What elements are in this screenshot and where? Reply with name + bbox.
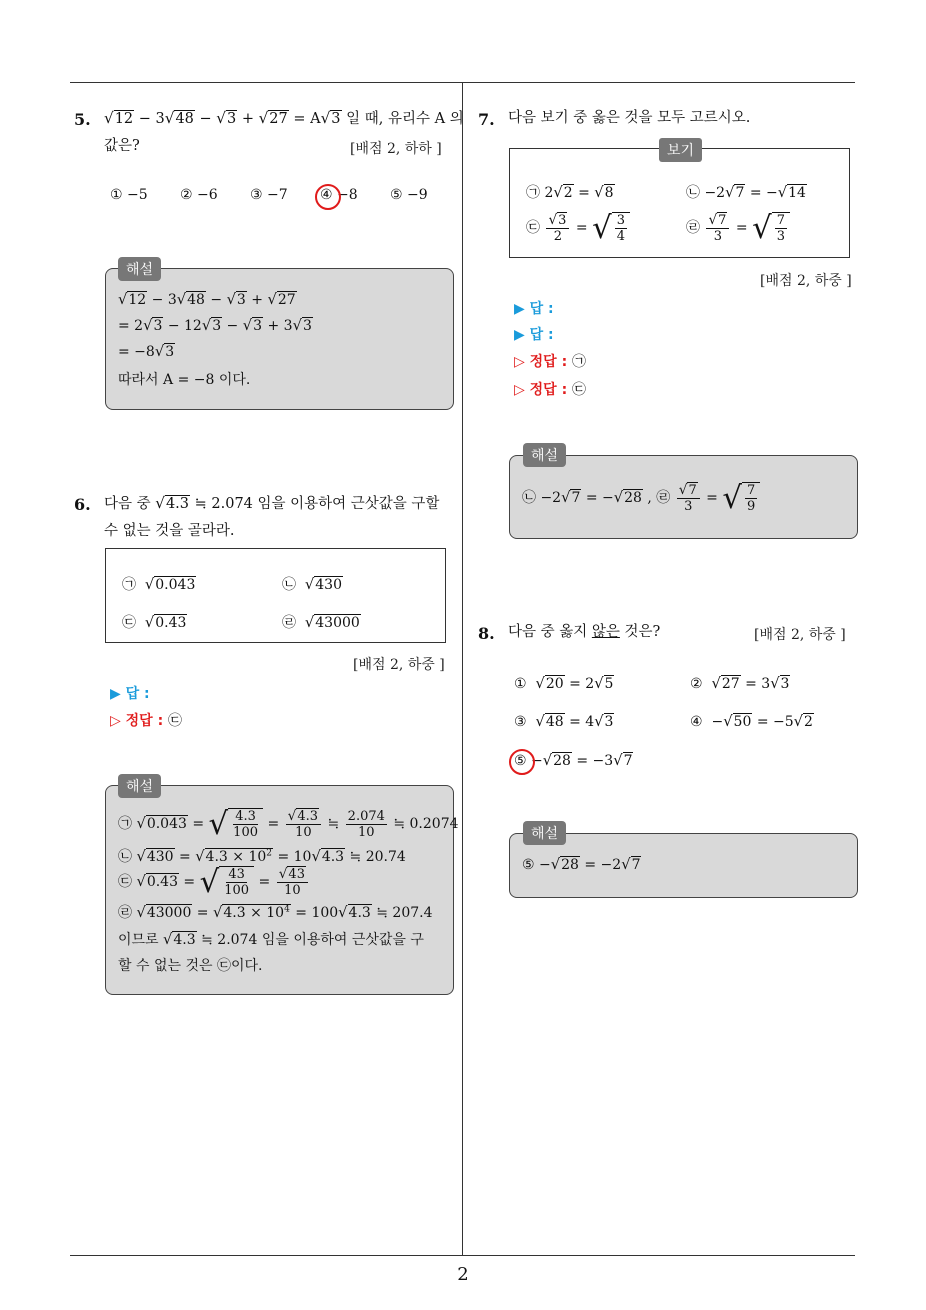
q7-stem: 다음 보기 중 옳은 것을 모두 고르시오.	[508, 110, 751, 126]
q5-solution-tab: 해설	[118, 257, 161, 281]
q6-solution-tab: 해설	[118, 774, 161, 798]
q6-answer-label[interactable]: ▶ 답 :	[110, 686, 150, 702]
q7-option-b[interactable]: ㉡ −2√7 = −√14	[686, 184, 806, 201]
q8-number: 8.	[478, 624, 495, 643]
q7-score: [배점 2, 하중 ]	[760, 273, 852, 289]
q6-correct-answer: ▷ 정답 : ㉢	[110, 713, 183, 729]
q7-answer-label-1[interactable]: ▶ 답 :	[514, 301, 554, 317]
q5-answer-mark	[315, 184, 341, 210]
q5-sol-line-3: = −8√3	[118, 343, 175, 360]
q7-option-a[interactable]: ㉠ 2√2 = √8	[526, 184, 614, 201]
q6-sol-line-6: 할 수 없는 것은 ㉢이다.	[118, 958, 263, 974]
q7-correct-answer-2: ▷ 정답 : ㉢	[514, 382, 587, 398]
q8-choice-2[interactable]: ② √27 = 3√3	[690, 675, 790, 692]
q7-option-c[interactable]: ㉢ $\frac{√3}{2}$ = √ $\frac{3}{4}$	[526, 210, 630, 246]
page-number: 2	[457, 1264, 469, 1285]
q5-stem: √12 − 3√48 − √3 + √27 = A√3 일 때, 유리수 A 의	[104, 104, 464, 133]
q8-answer-mark	[509, 749, 535, 775]
column-divider	[462, 82, 463, 1255]
q6-sol-line-1: ㉠ √0.043 = √ $\frac{4.3}{100}$ = $\frac{√4.3}{10}$ ≒ $\frac{2.074}{10}$ ≒ 0.2074	[118, 806, 459, 842]
q8-score: [배점 2, 하중 ]	[754, 627, 846, 643]
q8-choice-1[interactable]: ① √20 = 2√5	[514, 675, 614, 692]
q6-sol-line-4: ㉣ $√43000 = √4.3 \times 10^4 = 100√4.3$ ≒ 207.4	[118, 904, 433, 921]
q8-solution-tab: 해설	[523, 821, 566, 845]
q6-stem: 다음 중 √4.3 ≒ 2.074 임을 이용하여 근삿값을 구할	[104, 494, 440, 512]
q5-score: [배점 2, 하하 ]	[350, 141, 442, 157]
q7-option-d[interactable]: ㉣ $\frac{√7}{3}$ = √ $\frac{7}{3}$	[686, 210, 790, 246]
q6-number: 6.	[74, 495, 91, 514]
q6-score: [배점 2, 하중 ]	[353, 657, 445, 673]
q6-option-d[interactable]: ㉣ √43000	[282, 614, 360, 631]
q6-option-a[interactable]: ㉠ √0.043	[122, 576, 196, 593]
q8-stem: 다음 중 옳지 않은 것은?	[508, 624, 661, 640]
q5-choice-4[interactable]: ④ −8	[320, 187, 358, 203]
q7-correct-answer-1: ▷ 정답 : ㉠	[514, 354, 587, 370]
q5-sol-line-4: 따라서 A = −8 이다.	[118, 372, 251, 388]
footer-rule	[70, 1255, 855, 1256]
q6-stem-line2: 수 없는 것을 골라라.	[104, 523, 235, 539]
q5-number: 5.	[74, 110, 91, 129]
q8-choice-5[interactable]: ⑤ −√28 = −3√7	[514, 752, 633, 769]
q8-sol-line-1: ⑤ −√28 = −2√7	[522, 856, 641, 873]
q6-option-b[interactable]: ㉡ √430	[282, 576, 342, 593]
q5-choice-3[interactable]: ③ −7	[250, 187, 288, 203]
q6-option-c[interactable]: ㉢ √0.43	[122, 614, 187, 631]
q5-choice-1[interactable]: ① −5	[110, 187, 148, 203]
q7-sol-line-1: ㉡ −2√7 = −√28 , ㉣ $\frac{√7}{3}$ = √ $\frac{7}{9}$	[522, 480, 760, 516]
q6-sol-line-3: ㉢ √0.43 = √ $\frac{43}{100}$ = $\frac{√43}{10}$	[118, 864, 310, 900]
math-expr: √12	[104, 109, 134, 127]
q8-choice-3[interactable]: ③ √48 = 4√3	[514, 713, 614, 730]
q7-solution-tab: 해설	[523, 443, 566, 467]
q8-choice-4[interactable]: ④ −√50 = −5√2	[690, 713, 813, 730]
q5-stem-line2: 값은?	[104, 138, 140, 154]
q5-choice-2[interactable]: ② −6	[180, 187, 218, 203]
q7-number: 7.	[478, 110, 495, 129]
q5-choice-5[interactable]: ⑤ −9	[390, 187, 428, 203]
q7-answer-label-2[interactable]: ▶ 답 :	[514, 327, 554, 343]
q6-sol-line-2: ㉡ $√430 = √4.3 \times 10^2 = 10√4.3$ ≒ 20.74	[118, 848, 406, 865]
q5-sol-line-2: = 2√3 − 12√3 − √3 + 3√3	[118, 317, 312, 334]
q5-sol-line-1: √12 − 3√48 − √3 + √27	[118, 291, 296, 308]
q6-sol-line-5: 이므로 √4.3 ≒ 2.074 임을 이용하여 근삿값을 구	[118, 931, 424, 948]
q7-bogi-tab: 보기	[659, 138, 702, 162]
